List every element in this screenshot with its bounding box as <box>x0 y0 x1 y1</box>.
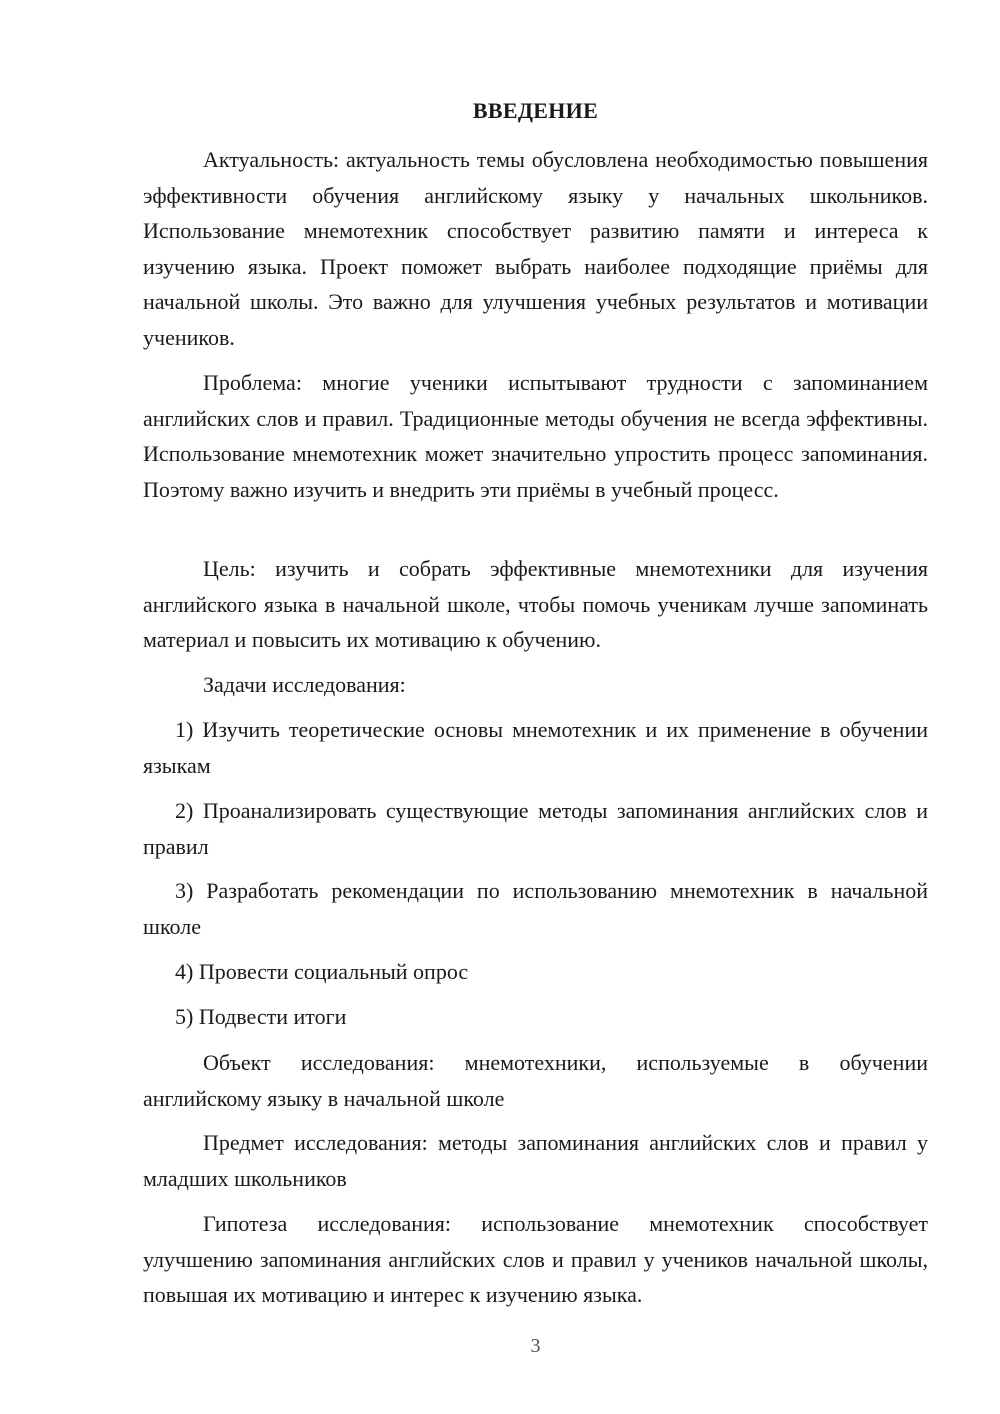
paragraph-tasks-heading: Задачи исследования: <box>203 672 406 697</box>
task-item-1: 1) Изучить теоретические основы мнемотехник и их применение в обучении языкам <box>143 717 928 778</box>
paragraph-hypothesis: Гипотеза исследования: использование мнемотехник способствует улучшению запоминания английских слов и правил у учеников начальной школы, повышая их мотивацию и интерес к изучению языка. <box>143 1211 928 1307</box>
page-number: 3 <box>530 1335 541 1357</box>
paragraph-relevance: Актуальность: актуальность темы обусловлена необходимостью повышения эффективности обучения английскому языку у начальных школьников. Использование мнемотехник способствует развитию памяти и интереса к изучению языка. Проект поможет выбрать наиболее подходящие приёмы для начальной школы. Это важно для улучшения учебных результатов и мотивации учеников. <box>143 147 928 350</box>
paragraph-goal: Цель: изучить и собрать эффективные мнемотехники для изучения английского языка в начальной школе, чтобы помочь ученикам лучше запоминать материал и повысить их мотивацию к обучению. <box>143 556 928 652</box>
paragraph-problem: Проблема: многие ученики испытывают трудности с запоминанием английских слов и правил. Традиционные методы обучения не всегда эффективны. Использование мнемотехник может значительно упростить процесс запоминания. Поэтому важно изучить и внедрить эти приёмы в учебный процесс. <box>143 370 928 502</box>
paragraph-object: Объект исследования: мнемотехники, используемые в обучении английскому языку в начальной школе <box>143 1050 928 1111</box>
task-item-2: 2) Проанализировать существующие методы запоминания английских слов и правил <box>143 798 928 859</box>
task-item-5: 5) Подвести итоги <box>175 1004 347 1029</box>
task-item-4: 4) Провести социальный опрос <box>175 959 469 984</box>
task-item-3: 3) Разработать рекомендации по использованию мнемотехник в начальной школе <box>143 878 928 939</box>
page-title: ВВЕДЕНИЕ <box>472 98 599 123</box>
paragraph-subject: Предмет исследования: методы запоминания английских слов и правил у младших школьников <box>143 1130 928 1191</box>
